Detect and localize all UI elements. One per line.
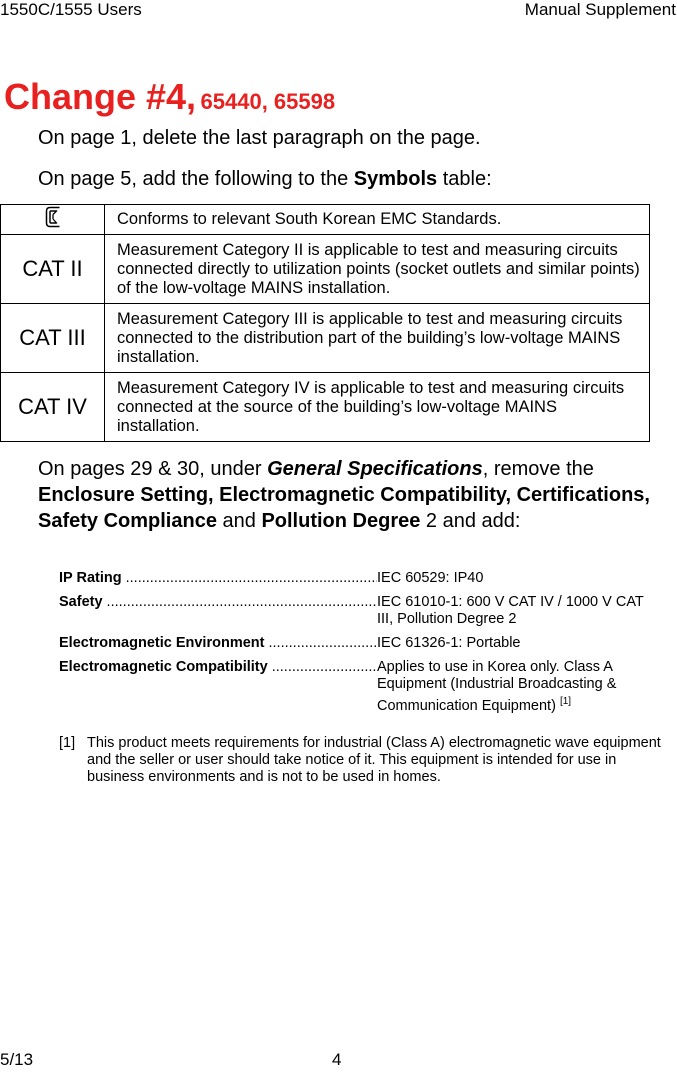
footer-date: 5/13 [0,1050,34,1069]
header-doc-type: Manual Supplement [524,0,676,19]
footnote [59,735,671,786]
spec-value: IEC 61326-1: Portable [377,635,521,651]
symbol-cell: CAT II [1,235,105,304]
spec-value: Applies to use in Korea only. Class A Equipment (Industrial Broadcasting & Communication Equipment) [377,659,617,714]
symbol-description: Measurement Category III is applicable to test and measuring circuits connected to the distribution part of the building’s low-voltage MAINS installation. [105,304,650,373]
page-header [0,0,677,24]
symbols-keyword: Symbols [353,168,438,190]
change-label: Change #4, [4,76,197,117]
spec-label: IP Rating ..... [59,570,377,587]
table-row [1,373,650,442]
header-product: 1550C/1555 Users [0,0,142,19]
spec-row [59,570,659,587]
spec-row [59,635,659,652]
spec-row [59,594,659,628]
footnote-mark: [1] [59,735,76,751]
table-row [1,205,650,235]
spec-row [59,659,659,715]
symbol-description: Conforms to relevant South Korean EMC Standards. [105,205,650,235]
symbols-table [0,204,650,442]
spec-value-group [377,659,659,715]
table-row [1,304,650,373]
change-title [4,76,335,118]
footnote-ref: [1] [559,696,572,707]
symbol-cell [1,205,105,235]
spec-label: Safety ..... [59,594,377,628]
symbol-cell: CAT IV [1,373,105,442]
change-numbers: 65440, 65598 [200,89,336,114]
symbol-description: Measurement Category II is applicable to test and measuring circuits connected directly to utilization points (socket outlets and similar points) of the low-voltage MAINS installation. [105,235,650,304]
removed-item-last: Pollution Degree [261,510,421,532]
instruction-general-specs: On pages 29 & 30, under General Specifications, remove the Enclosure Setting, Electromagnetic Compatibility, Certifications, Safety Compliance and Pollution Degree 2 and add: [38,458,650,532]
instruction-page-5: On page 5, add the following to the Symbols table: [38,168,492,190]
spec-label: Electromagnetic Compatibility ..... [59,659,377,715]
kc-mark-icon [45,208,61,233]
spec-value: IEC 61010-1: 600 V CAT IV / 1000 V CAT III, Pollution Degree 2 [377,594,644,627]
spec-label: Electromagnetic Environment ..... [59,635,377,652]
spec-value: IEC 60529: IP40 [377,570,484,586]
instruction-page-1: On page 1, delete the last paragraph on the page. [38,127,481,149]
footnote-text: This product meets requirements for industrial (Class A) electromagnetic wave equipment and the seller or user should take notice of it. This equipment is intended for use in business environments and is not to be used in homes. [87,735,661,785]
removed-items: Enclosure Setting, Electromagnetic Compatibility, Certifications, Safety Compliance [38,484,650,532]
table-row [1,235,650,304]
spec-list [59,570,659,722]
general-specs-title: General Specifications [267,458,483,480]
symbol-cell: CAT III [1,304,105,373]
page-number: 4 [332,1050,342,1069]
symbol-description: Measurement Category IV is applicable to test and measuring circuits connected at the source of the building’s low-voltage MAINS installation. [105,373,650,442]
